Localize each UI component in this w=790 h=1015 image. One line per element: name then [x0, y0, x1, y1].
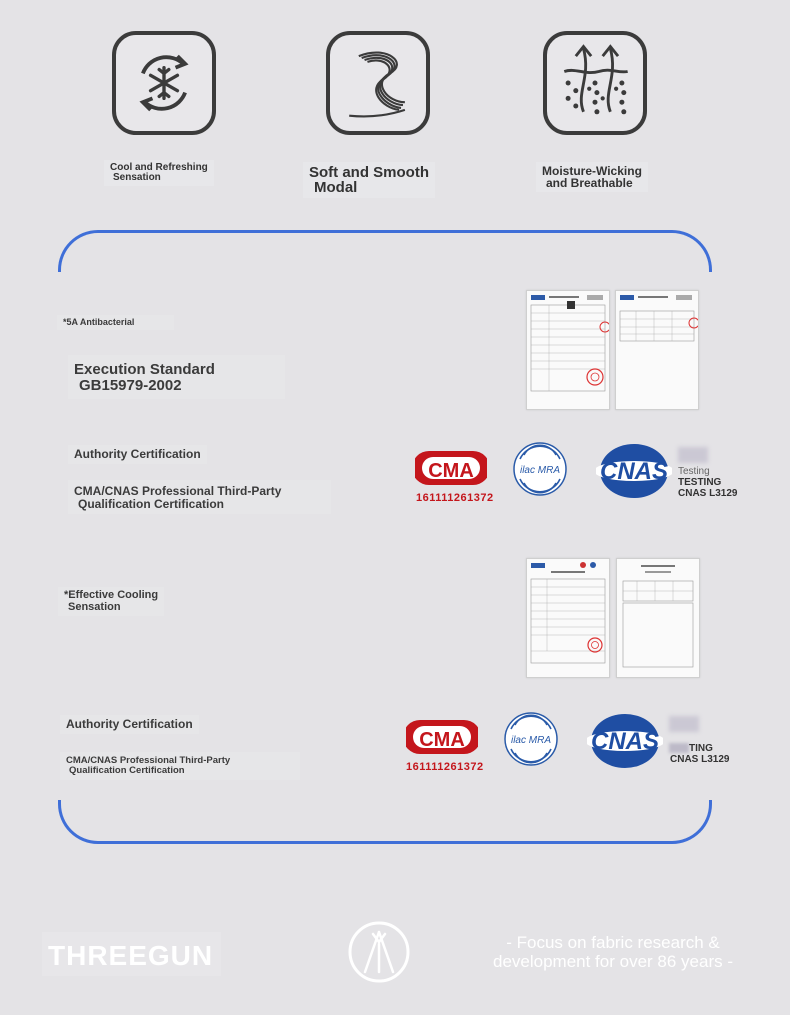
cnas-line: TESTING — [678, 477, 722, 488]
blurred-label — [669, 716, 699, 732]
section2-authority-label — [60, 715, 199, 734]
blurred-label — [678, 447, 708, 463]
cnas-line: CNAS L3129 — [678, 488, 738, 499]
feature-caption-moisture — [536, 162, 648, 192]
cooling-report-page-1 — [526, 558, 610, 678]
section1-tag — [57, 315, 174, 330]
section2-tag — [58, 587, 164, 616]
cert-line: CMA/CNAS Professional Third-Party — [66, 755, 231, 766]
cnas-line: CNAS L3129 — [670, 754, 730, 765]
section1-authority-label — [68, 445, 207, 464]
cma-logo — [406, 716, 478, 758]
feature-caption-line: and Breathable — [546, 176, 633, 190]
cooling-report-page-2 — [616, 558, 700, 678]
feature-caption-line: Cool and Refreshing — [110, 162, 208, 173]
ilac-mra-text: ilac MRA — [510, 735, 552, 746]
brand-tagline — [478, 934, 748, 971]
feature-caption-line: Moisture-Wicking — [542, 164, 642, 178]
moisture-wicking-icon — [543, 31, 647, 135]
cnas-line: Testing — [678, 466, 710, 477]
authority-label-text: Authority Certification — [66, 717, 193, 731]
ilac-mra-logo — [503, 711, 559, 767]
feature-caption-soft — [303, 162, 435, 198]
tagline-line: development for over 86 years - — [492, 951, 733, 971]
feature-caption-line: Modal — [314, 179, 358, 196]
tagline-line: - Focus on fabric research & — [506, 933, 720, 952]
execution-standard-title: Execution Standard — [74, 361, 215, 378]
cert-line: Qualification Certification — [69, 764, 185, 776]
cma-code: 161111261372 — [416, 492, 494, 504]
section1-cert-text — [68, 480, 331, 514]
cnas-testing-text — [678, 466, 737, 499]
section1-tag-text: *5A Antibacterial — [63, 317, 135, 327]
feature-caption-cool — [104, 160, 214, 186]
cnas-line: TING — [689, 743, 713, 754]
execution-standard — [68, 355, 285, 399]
cnas-testing-text — [670, 743, 729, 765]
ilac-mra-text: ilac MRA — [519, 465, 561, 476]
snowflake-cooling-icon — [112, 31, 216, 135]
section2-tag-text: Sensation — [68, 600, 121, 613]
cnas-logo-text: CNAS — [599, 458, 669, 485]
section2-cert-text — [60, 752, 300, 780]
cma-logo — [415, 447, 487, 489]
frame-bottom-bracket — [58, 800, 712, 844]
cnas-logo-text: CNAS — [590, 728, 660, 755]
frame-top-bracket — [58, 230, 712, 272]
cma-logo-text: CMA — [419, 729, 465, 751]
cnas-logo — [587, 712, 663, 770]
test-report-page-1 — [526, 290, 610, 410]
execution-standard-code: GB15979-2002 — [79, 376, 182, 394]
test-report-page-2 — [615, 290, 699, 410]
cert-line: CMA/CNAS Professional Third-Party — [74, 484, 282, 498]
cert-line: Qualification Certification — [78, 496, 225, 511]
cma-code: 161111261372 — [406, 761, 484, 773]
brand-logo-icon — [347, 920, 411, 984]
authority-label-text: Authority Certification — [74, 447, 201, 461]
brand-name: THREEGUN — [42, 932, 221, 976]
soft-fabric-wave-icon — [326, 31, 430, 135]
cma-logo-text: CMA — [428, 460, 474, 482]
feature-caption-line: Soft and Smooth — [309, 164, 429, 181]
section2-tag-text: *Effective Cooling — [64, 589, 159, 601]
ilac-mra-logo — [512, 441, 568, 497]
cnas-logo — [596, 442, 672, 500]
feature-caption-line: Sensation — [113, 172, 161, 183]
